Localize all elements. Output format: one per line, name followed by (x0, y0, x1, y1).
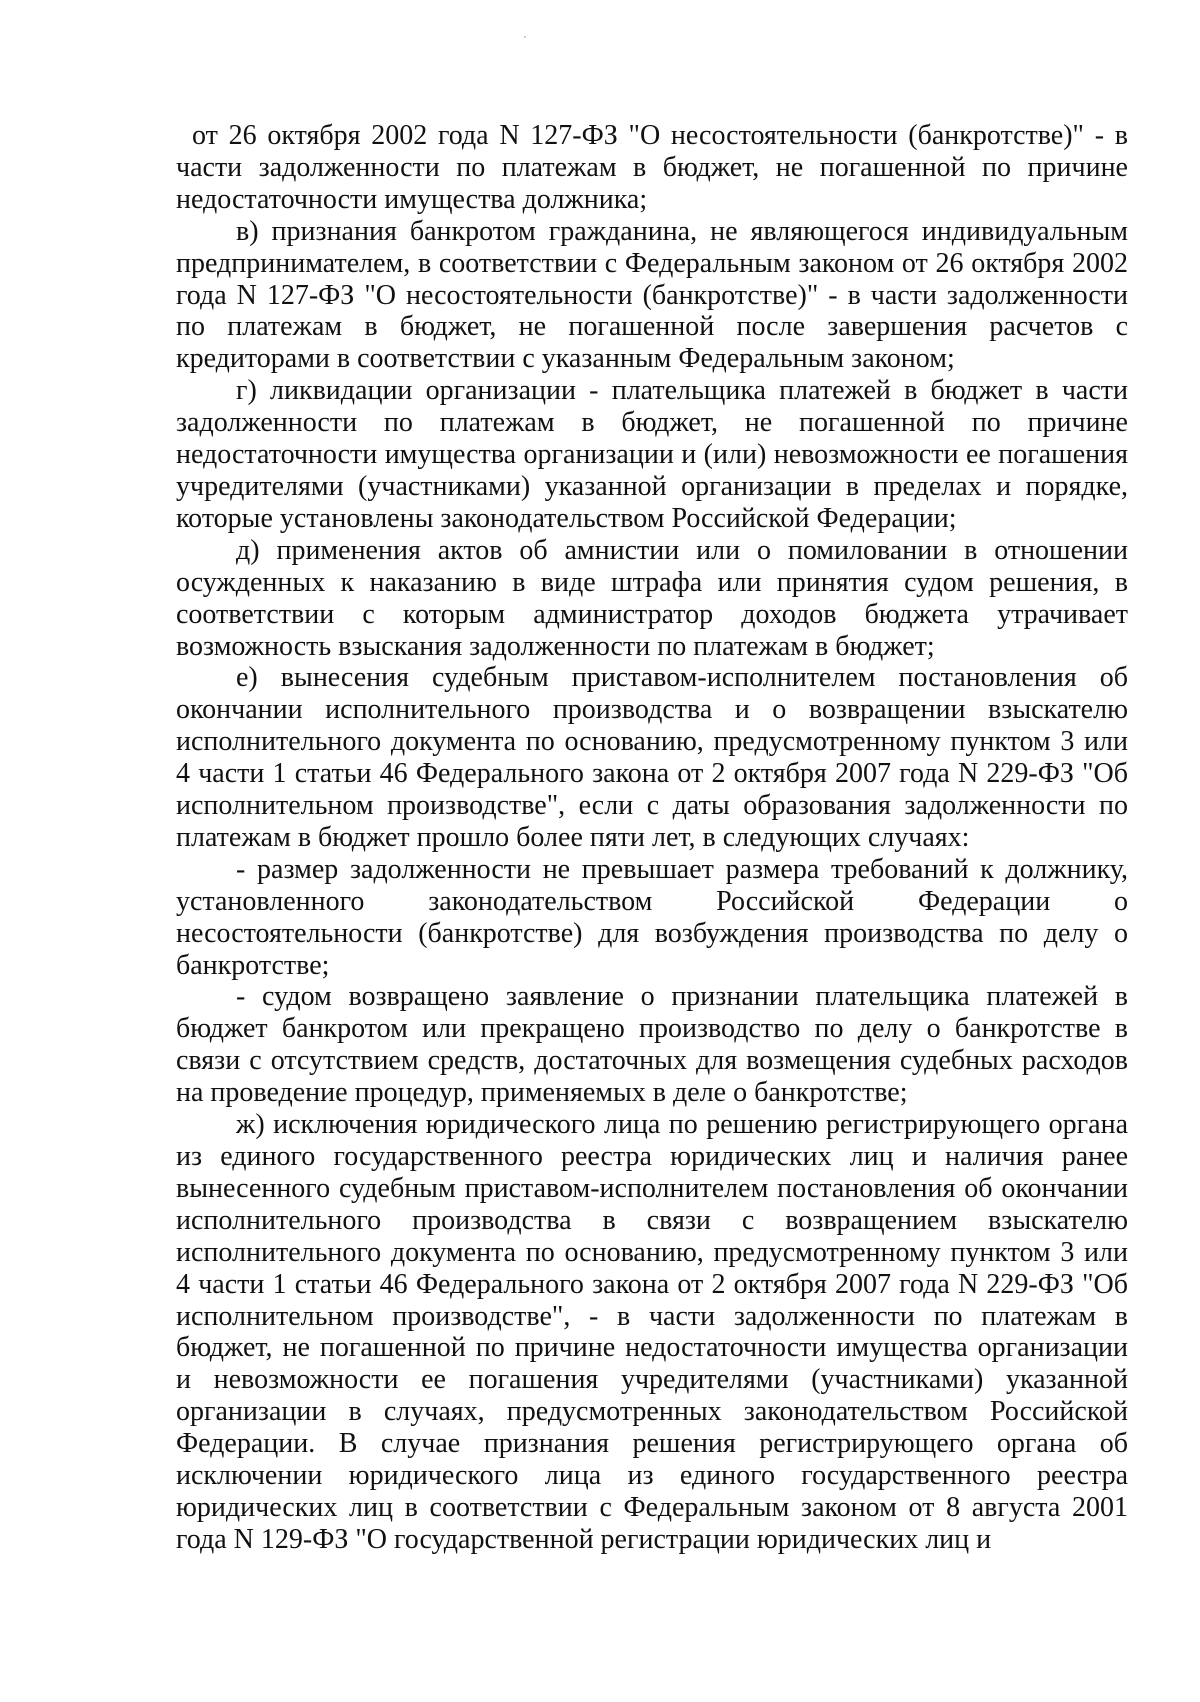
document-body (176, 120, 1128, 1556)
paragraph-item-e: е) вынесения судебным приставом-исполнителем постановления об окончании исполнительного производства и о возвращении взыскателю исполнительного документа по основанию, предусмотренному пунктом 3 или 4 части 1 статьи 46 Федерального закона от 2 октября 2007 года N 229-ФЗ "Об исполнительном производстве", если с даты образования задолженности по платежам в бюджет прошло более пяти лет, в следующих случаях: (176, 662, 1128, 853)
paragraph-continuation: от 26 октября 2002 года N 127-ФЗ "О несостоятельности (банкротстве)" - в части задолженности по платежам в бюджет, не погашенной по причине недостаточности имущества должника; (176, 120, 1128, 215)
paragraph-item-g: г) ликвидации организации - плательщика платежей в бюджет в части задолженности по платежам в бюджет, не погашенной по причине недостаточности имущества организации и (или) невозможности ее погашения учредителями (участниками) указанной организации в пределах и порядке, которые установлены законодательством Российской Федерации; (176, 375, 1128, 534)
paragraph-item-d: д) применения актов об амнистии или о помиловании в отношении осужденных к наказанию в виде штрафа или принятия судом решения, в соответствии с которым администратор доходов бюджета утрачивает возможность взыскания задолженности по платежам в бюджет; (176, 534, 1128, 662)
paragraph-subitem-1: - размер задолженности не превышает размера требований к должнику, установленного законодательством Российской Федерации о несостоятельности (банкротстве) для возбуждения производства по делу о банкротстве; (176, 853, 1128, 981)
paragraph-item-v: в) признания банкротом гражданина, не являющегося индивидуальным предпринимателем, в соответствии с Федеральным законом от 26 октября 2002 года N 127-ФЗ "О несостоятельности (банкротстве)" - в части задолженности по платежам в бюджет, не погашенной после завершения расчетов с кредиторами в соответствии с указанным Федеральным законом; (176, 215, 1128, 375)
scan-artifact (524, 36, 526, 38)
paragraph-subitem-2: - судом возвращено заявление о признании плательщика платежей в бюджет банкротом или прекращено производство по делу о банкротстве в связи с отсутствием средств, достаточных для возмещения судебных расходов на проведение процедур, применяемых в деле о банкротстве; (176, 981, 1128, 1109)
paragraph-item-zh: ж) исключения юридического лица по решению регистрирующего органа из единого государственного реестра юридических лиц и наличия ранее вынесенного судебным приставом-исполнителем постановления об окончании исполнительного производства в связи с возвращением взыскателю исполнительного документа по основанию, предусмотренному пунктом 3 или 4 части 1 статьи 46 Федерального закона от 2 октября 2007 года N 229-ФЗ "Об исполнительном производстве", - в части задолженности по платежам в бюджет, не погашенной по причине недостаточности имущества организации и невозможности ее погашения учредителями (участниками) указанной организации в случаях, предусмотренных законодательством Российской Федерации. В случае признания решения регистрирующего органа об исключении юридического лица из единого государственного реестра юридических лиц в соответствии с Федеральным законом от 8 августа 2001 года N 129-ФЗ "О государственной регистрации юридических лиц и (176, 1109, 1128, 1555)
